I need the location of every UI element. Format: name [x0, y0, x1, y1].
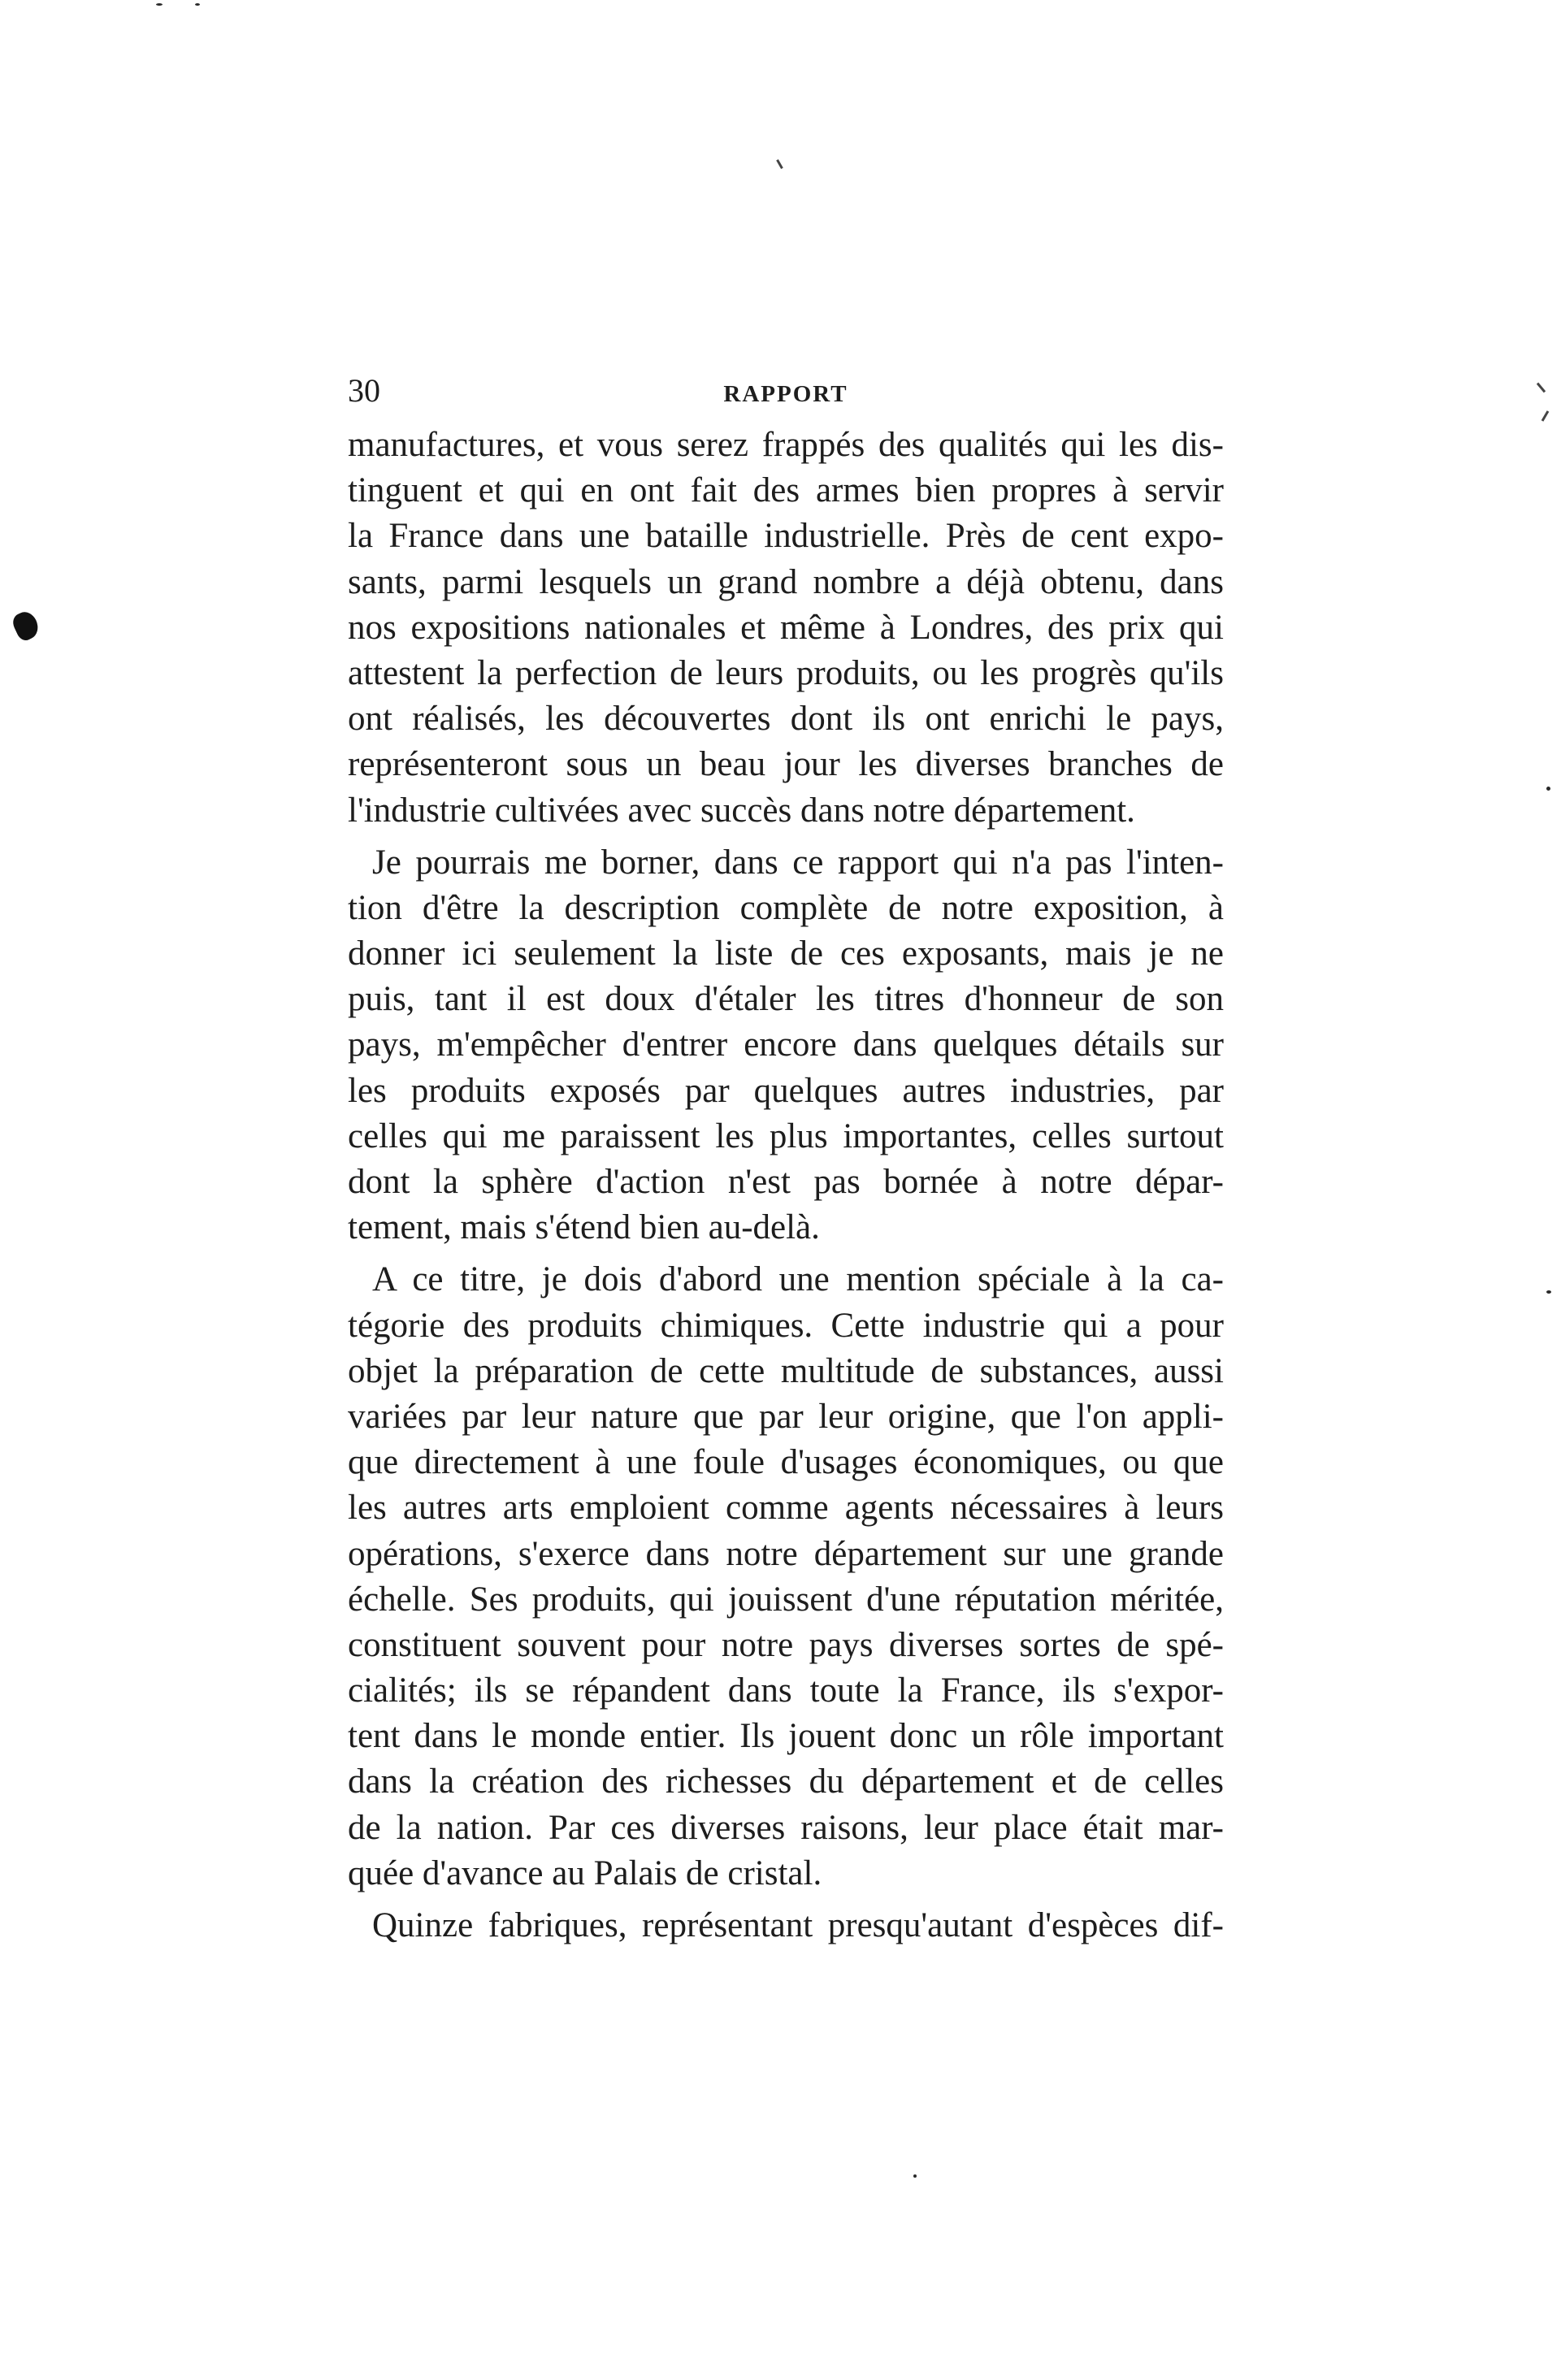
text-line: opérations, s'exerce dans notre département sur une grande	[348, 1534, 1224, 1573]
scan-speck	[1546, 1290, 1551, 1294]
text-line: cialités; ils se répandent dans toute la France, ils s'expor-	[348, 1671, 1224, 1710]
text-line: tinguent et qui en ont fait des armes bien propres à servir	[348, 471, 1224, 510]
text-line: A ce titre, je dois d'abord une mention spéciale à la ca-	[372, 1260, 1224, 1299]
text-line: objet la préparation de cette multitude de substances, aussi	[348, 1351, 1224, 1390]
text-line: tement, mais s'étend bien au-delà.	[348, 1208, 820, 1247]
text-line: puis, tant il est doux d'étaler les titres d'honneur de son	[348, 980, 1224, 1019]
paragraph	[348, 423, 1224, 834]
text-line: que directement à une foule d'usages économiques, ou que	[348, 1443, 1224, 1482]
text-line: de la nation. Par ces diverses raisons, leur place était mar-	[348, 1808, 1224, 1847]
text-line: les produits exposés par quelques autres industries, par	[348, 1071, 1224, 1110]
running-head: RAPPORT	[723, 381, 848, 407]
scan-speck	[776, 159, 783, 169]
text-line: représenteront sous un beau jour les diverses branches de	[348, 745, 1224, 784]
text-line: tégorie des produits chimiques. Cette industrie qui a pour	[348, 1306, 1224, 1345]
scan-speck	[913, 2174, 917, 2178]
scan-speck	[195, 3, 200, 6]
text-line: ont réalisés, les découvertes dont ils ont enrichi le pays,	[348, 700, 1224, 739]
text-line: pays, m'empêcher d'entrer encore dans quelques détails sur	[348, 1025, 1224, 1064]
page-header	[348, 371, 1224, 411]
text-line: tent dans le monde entier. Ils jouent donc un rôle important	[348, 1717, 1224, 1756]
text-line: échelle. Ses produits, qui jouissent d'une réputation méritée,	[348, 1580, 1224, 1619]
text-line: donner ici seulement la liste de ces exposants, mais je ne	[348, 934, 1224, 973]
body-text	[348, 423, 1224, 1949]
text-line: l'industrie cultivées avec succès dans notre département.	[348, 791, 1135, 830]
text-line: sants, parmi lesquels un grand nombre a déjà obtenu, dans	[348, 562, 1224, 601]
text-line: nos expositions nationales et même à Londres, des prix qui	[348, 608, 1224, 647]
scan-speck	[1537, 383, 1546, 393]
text-line: la France dans une bataille industrielle. Près de cent expo-	[348, 517, 1224, 556]
page-number: 30	[348, 372, 380, 409]
text-line: les autres arts emploient comme agents nécessaires à leurs	[348, 1489, 1224, 1528]
text-line: constituent souvent pour notre pays diverses sortes de spé-	[348, 1625, 1224, 1664]
text-line: variées par leur nature que par leur origine, que l'on appli-	[348, 1397, 1224, 1436]
scan-speck	[1546, 787, 1550, 791]
scan-speck	[1541, 410, 1550, 422]
text-line: Quinze fabriques, représentant presqu'autant d'espèces dif-	[372, 1906, 1224, 1944]
paragraph	[348, 840, 1224, 1251]
paragraph	[348, 1903, 1224, 1949]
scan-speck	[156, 3, 163, 6]
text-line: tion d'être la description complète de notre exposition, à	[348, 888, 1224, 927]
text-line: dans la création des richesses du département et de celles	[348, 1762, 1224, 1801]
text-line: dont la sphère d'action n'est pas bornée à notre dépar-	[348, 1163, 1224, 1201]
text-line: celles qui me paraissent les plus importantes, celles surtout	[348, 1116, 1224, 1155]
ink-blot	[10, 609, 42, 644]
text-line: manufactures, et vous serez frappés des qualités qui les dis-	[348, 426, 1224, 464]
text-line: quée d'avance au Palais de cristal.	[348, 1853, 822, 1892]
text-line: Je pourrais me borner, dans ce rapport qui n'a pas l'inten-	[372, 843, 1224, 882]
paragraph	[348, 1257, 1224, 1897]
text-line: attestent la perfection de leurs produits, ou les progrès qu'ils	[348, 653, 1224, 692]
